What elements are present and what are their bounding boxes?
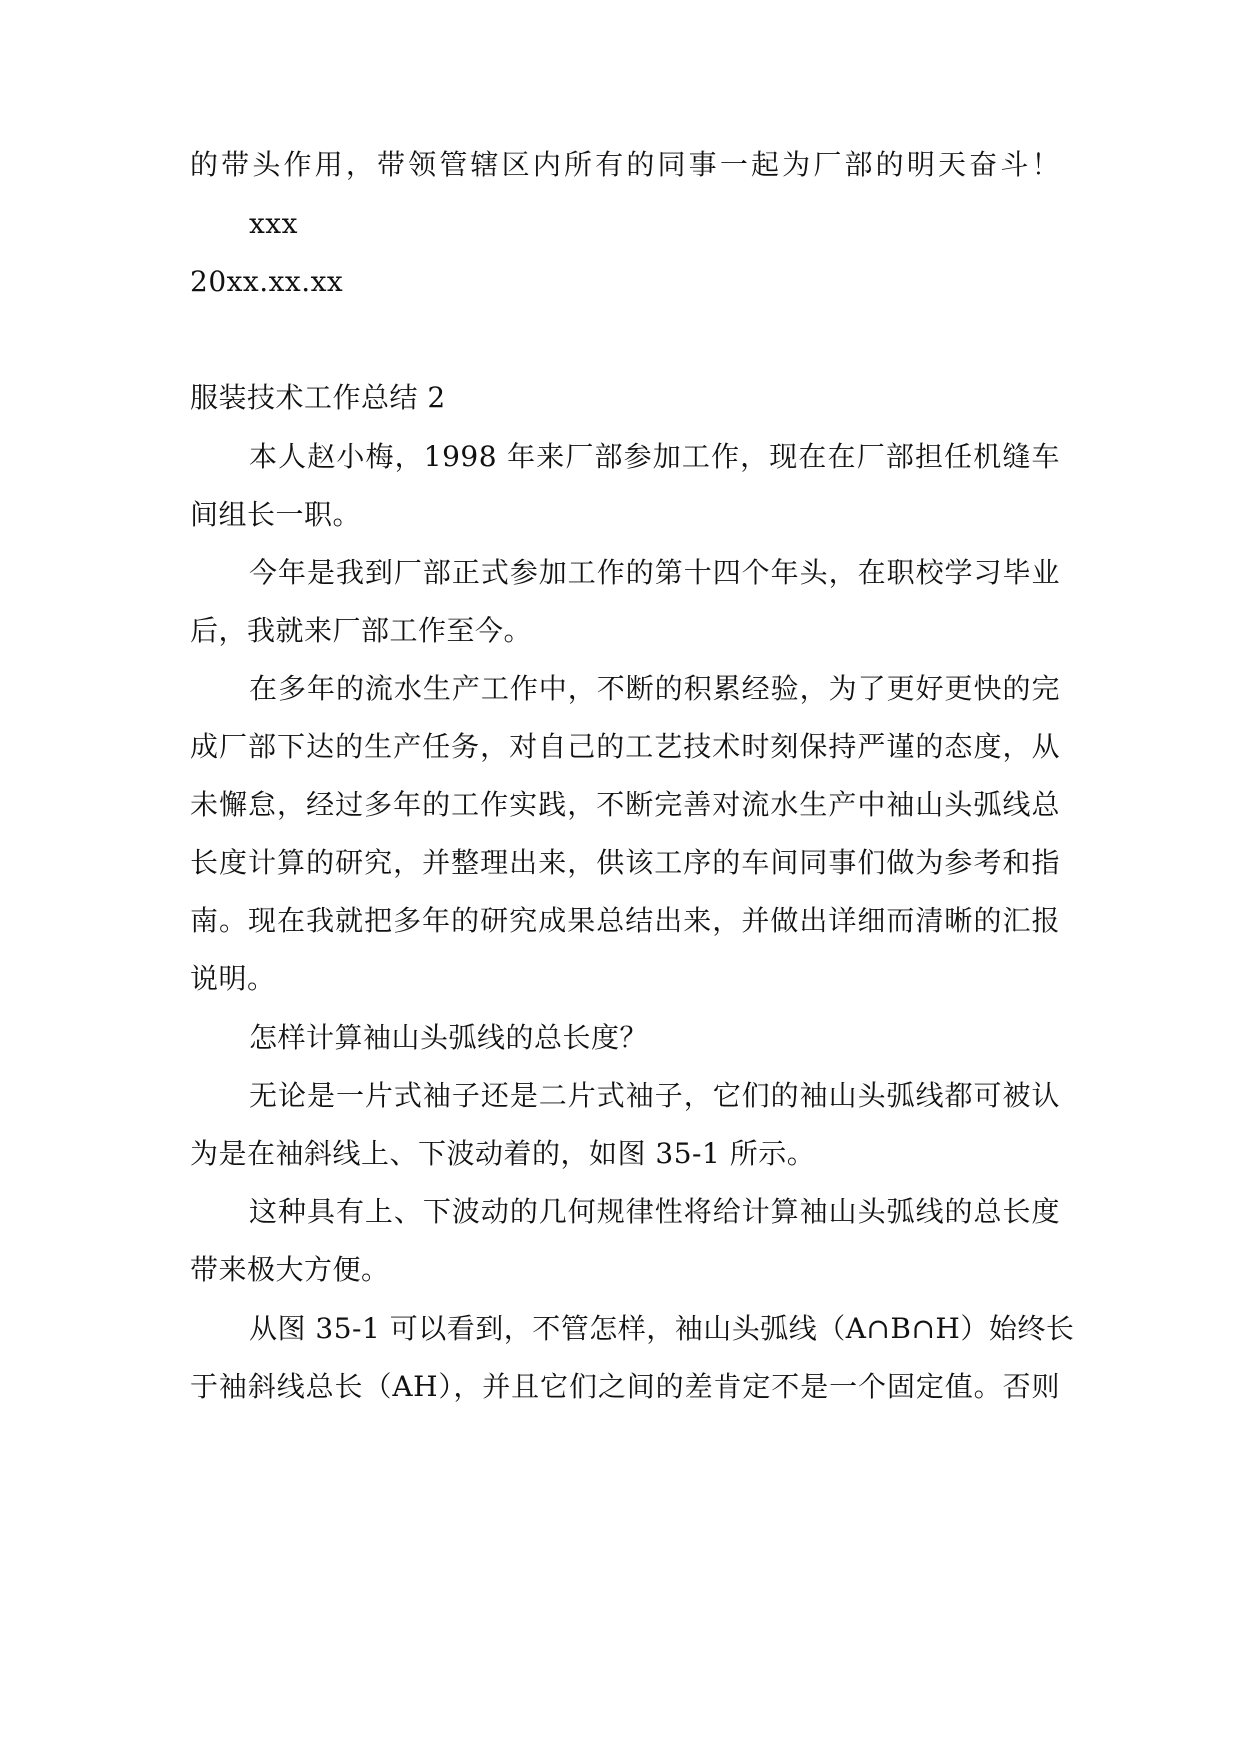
paragraph-line: 南。现在我就把多年的研究成果总结出来，并做出详细而清晰的汇报 xyxy=(190,904,1060,937)
paragraph-line: 在多年的流水生产工作中，不断的积累经验，为了更好更快的完 xyxy=(249,672,1060,705)
paragraph-line: 本人赵小梅，1998 年来厂部参加工作，现在在厂部担任机缝车 xyxy=(249,440,1060,473)
paragraph-line: 说明。 xyxy=(190,962,276,995)
paragraph-line: 长度计算的研究，并整理出来，供该工序的车间同事们做为参考和指 xyxy=(190,846,1060,879)
signature: xxx xyxy=(249,207,298,240)
paragraph-line: 从图 35-1 可以看到，不管怎样，袖山头弧线（A∩B∩H）始终长 xyxy=(249,1312,1075,1345)
paragraph-line: 为是在袖斜线上、下波动着的，如图 35-1 所示。 xyxy=(190,1137,816,1170)
paragraph-line: 成厂部下达的生产任务，对自己的工艺技术时刻保持严谨的态度，从 xyxy=(190,730,1060,763)
paragraph-line: 今年是我到厂部正式参加工作的第十四个年头，在职校学习毕业 xyxy=(249,556,1060,589)
paragraph-line: 无论是一片式袖子还是二片式袖子，它们的袖山头弧线都可被认 xyxy=(249,1079,1060,1112)
paragraph-line: 于袖斜线总长（AH），并且它们之间的差肯定不是一个固定值。否则 xyxy=(190,1370,1060,1403)
paragraph-line: 后，我就来厂部工作至今。 xyxy=(190,614,533,647)
date: 20xx.xx.xx xyxy=(190,265,344,298)
closing-line: 的带头作用，带领管辖区内所有的同事一起为厂部的明天奋斗！ xyxy=(190,148,1060,181)
paragraph-line: 间组长一职。 xyxy=(190,498,362,531)
paragraph-line: 这种具有上、下波动的几何规律性将给计算袖山头弧线的总长度 xyxy=(249,1195,1060,1228)
paragraph-line: 未懈怠，经过多年的工作实践，不断完善对流水生产中袖山头弧线总 xyxy=(190,788,1060,821)
paragraph-line: 怎样计算袖山头弧线的总长度？ xyxy=(249,1021,649,1054)
paragraph-line: 带来极大方便。 xyxy=(190,1253,390,1286)
section-title: 服装技术工作总结 2 xyxy=(190,381,446,414)
